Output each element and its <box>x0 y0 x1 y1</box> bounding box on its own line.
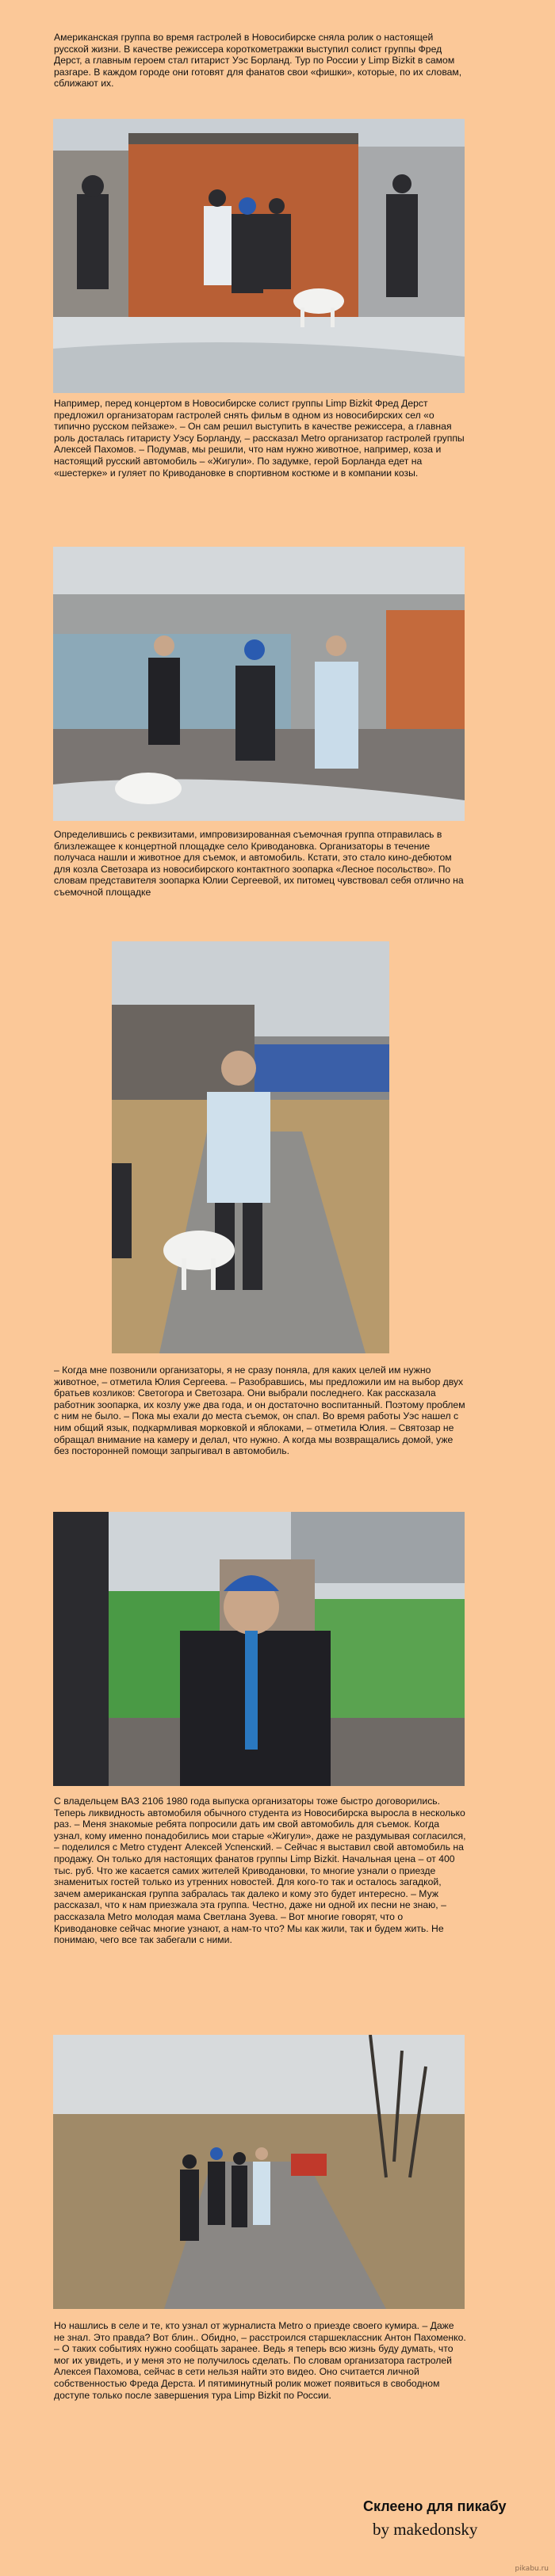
photo-man-with-goat-on-road <box>112 941 389 1353</box>
credit-author: by makedonsky <box>373 2520 478 2539</box>
paragraph-fans-regret: Но нашлись в селе и те, кто узнал от журналиста Metro о приезде своего кумира. – Даже не знал. Это правда? Вот блин.. Обидно, – расстроился старшеклассник Антон Пахоменко. – О таких событиях нужно сообщать заранее. Ведь я теперь всю жизнь буду думать, что мог их увидеть, и у меня это не получилось сделать. По словам организатора гастролей Алексея Пахомова, сейчас в сети нельзя найти это видео. Оно считается личной собственностью Фреда Дерста. И пятиминутный ролик может появиться в свободном доступе только после завершения тура Limp Bizkit по России. <box>54 2320 466 2401</box>
watermark: pikabu.ru <box>515 2565 549 2573</box>
photo-group-with-goat-by-garage <box>53 119 465 393</box>
photo-group-walking-road <box>53 2035 465 2309</box>
photo-wes-borland-closeup <box>53 1512 465 1786</box>
intro-paragraph: Американская группа во время гастролей в Новосибирске сняла ролик о настоящей русской жизни. В качестве режиссера короткометражки выступил солист группы Фред Дерст, а главным героем стал гитарист Уэс Борланд. Тур по России у Limp Bizkit в самом разгаре. В каждом городе они готовят для фанатов свои «фишки», которые, по их словам, сближают их. <box>54 32 462 90</box>
paragraph-goat-casting: Определившись с реквизитами, импровизированная съемочная группа отправилась в близлежащее к концертной площадке село Криводановка. Организаторы в течение получаса нашли и животное для съемок, и автомобиль. Кстати, это стало кино-дебютом для козла Светозара из новосибирского контактного зоопарка «Лесное посольство». По словам представителя зоопарка Юлии Сергеевой, их питомец чувствовал себя отлично на съемочной площадке <box>54 829 464 898</box>
paragraph-film-idea: Например, перед концертом в Новосибирске солист группы Limp Bizkit Фред Дерст предложил организаторам гастролей снять фильм в одном из новосибирских сел «о типично русском пейзаже». – Он сам решил выступить в качестве режиссера, а главная роль досталась гитаристу Уэсу Борланду, – рассказал Metro организатор гастролей группы Алексей Пахомов. – Подумав, мы решили, что нам нужно животное, например, коза и настоящий русский автомобиль – «Жигули». По задумке, герой Борланда едет на «шестерке» и гуляет по Криводановке в спортивном костюме и в компании козы. <box>54 398 465 479</box>
paragraph-car-owner: С владельцем ВАЗ 2106 1980 года выпуска организаторы тоже быстро договорились. Теперь ликвидность автомобиля обычного студента из Новосибирска выросла в несколько раз. – Меня знакомые ребята попросили дать им свой автомобиль для съемок. Когда узнал, кому именно понадобились мои старые «Жигули», даже не раздумывая согласился, – поделился с Metro студент Алексей Успенский. – Сейчас я выставил свой автомобиль на продажу. Он только для настоящих фанатов группы Limp Bizkit. Начальная цена – от 400 тыс. руб. Что же касается самих жителей Криводановки, то многие узнали о приезде знаменитых гостей только из утренних новостей. Для кого-то так и осталось загадкой, зачем американская группа забралась так далеко и кому это будет интересно. – Муж рассказал, что к нам приезжала эта группа. Честно, даже ни одной их песни не знаю, – рассказала Metro молодая мама Светлана Зуева. – Вот многие говорят, что о Криводановке сейчас многие узнают, а нам-то что? Мы как жили, так и будем жить. Не понимаю, чего все так забегали с ними. <box>54 1796 466 1946</box>
paragraph-zoo-story: – Когда мне позвонили организаторы, я не сразу поняла, для каких целей им нужно животное, – отметила Юлия Сергеева. – Разобравшись, мы предложили им на выбор двух братьев козликов: Светогора и Светозара. Они выбрали последнего. Как рассказала работник зоопарка, их козлу уже два года, и он достаточно воспитанный. Поэтому проблем с ним не было. – Пока мы ехали до места съемок, он спал. Во время работы Уэс нашел с ним общий язык, подкармливая морковкой и яблоками, – отметила Юлия. – Святозар не обращал внимание на камеру и делал, что нужно. А когда мы возвращались домой, уже без посторонней помощи запрыгивал в автомобиль. <box>54 1364 465 1457</box>
credit-title: Склеено для пикабу <box>363 2498 507 2514</box>
photo-men-walking-goat <box>53 547 465 821</box>
